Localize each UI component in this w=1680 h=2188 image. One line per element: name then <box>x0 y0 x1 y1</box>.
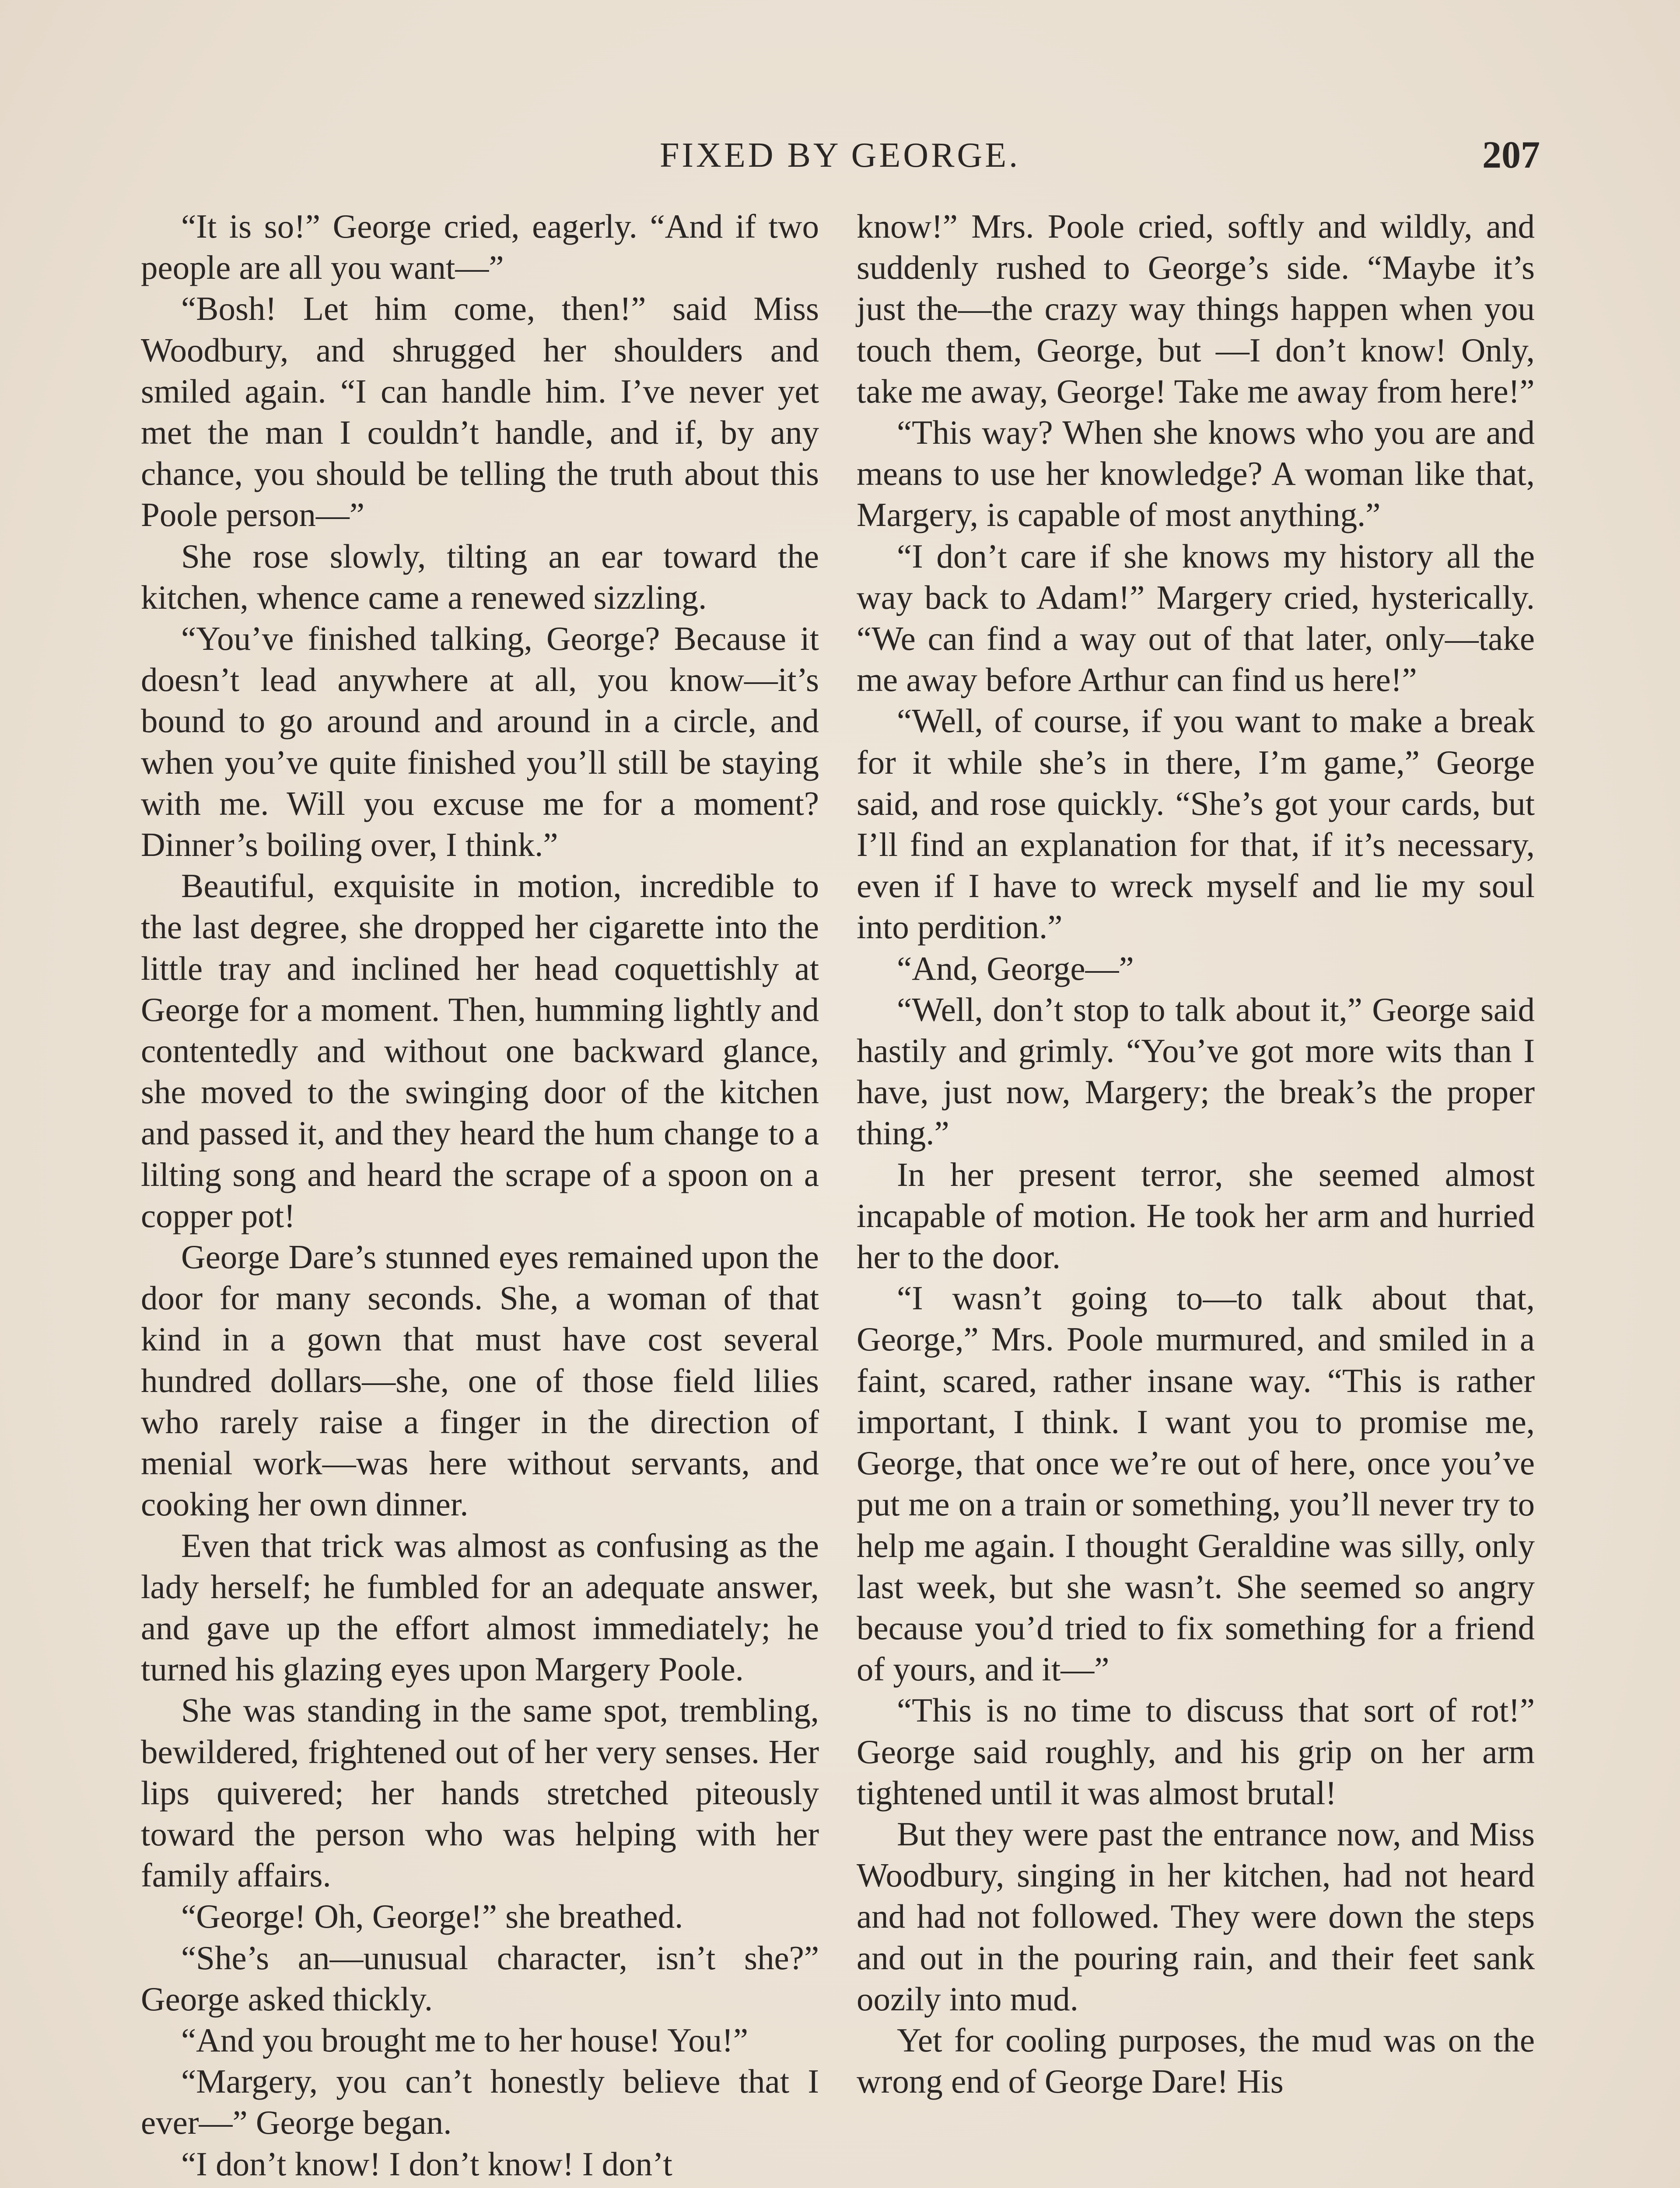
paragraph: “And, George—” <box>897 949 1134 987</box>
paragraph: “This way? When she knows who you are and means to use her knowledge? A woman like that, Margery, is capable of most anything.” <box>857 414 1535 534</box>
running-title: FIXED BY GEORGE. <box>659 136 1021 175</box>
paragraph: Yet for cooling purposes, the mud was on the wrong end of George Dare! His <box>857 2021 1535 2100</box>
paragraph: “Well, don’t stop to talk about it,” George said hastily and grimly. “You’ve got more wits than I have, just now, Margery; the break’s the proper thing.” <box>857 990 1535 1152</box>
paragraph: But they were past the entrance now, and Miss Woodbury, singing in her kitchen, had not heard and had not followed. They were down the steps and out in the pouring rain, and their feet sank oozily into mud. <box>857 1815 1535 2018</box>
paragraph: In her present terror, she seemed almost incapable of motion. He took her arm and hurried her to the door. <box>857 1155 1535 1276</box>
text-column-right <box>857 206 1535 2102</box>
paragraph: “I don’t care if she knows my history all the way back to Adam!” Margery cried, hysterically. “We can find a way out of that later, only—take me away before Arthur can find us here!” <box>857 537 1535 699</box>
paragraph: Even that trick was almost as confusing as the lady herself; he fumbled for an adequate answer, and gave up the effort almost immediately; he turned his glazing eyes upon Margery Poole. <box>141 1526 819 1688</box>
paragraph: Beautiful, exquisite in motion, incredible to the last degree, she dropped her cigarette into the little tray and inclined her head coquettishly at George for a moment. Then, humming lightly and contentedly and without one backward glance, she moved to the swinging door of the kitchen and passed it, and they heard the hum change to a lilting song and heard the scrape of a spoon on a copper pot! <box>141 867 819 1234</box>
paragraph: “This is no time to discuss that sort of rot!” George said roughly, and his grip on her arm tightened until it was almost brutal! <box>857 1691 1535 1812</box>
page-header <box>140 131 1540 179</box>
paragraph: She was standing in the same spot, trembling, bewildered, frightened out of her very senses. Her lips quivered; her hands stretched piteously toward the person who was helping with her family affairs. <box>141 1691 819 1894</box>
paragraph: “Margery, you can’t honestly believe that I ever—” George began. <box>141 2062 819 2142</box>
paragraph: “Well, of course, if you want to make a break for it while she’s in there, I’m game,” George said, and rose quickly. “She’s got your cards, but I’ll find an explanation for that, if it’s necessary, even if I have to wreck myself and lie my soul into perdition.” <box>857 702 1535 946</box>
paragraph: “I don’t know! I don’t know! I don’t <box>181 2145 672 2183</box>
paragraph: “It is so!” George cried, eagerly. “And if two people are all you want—” <box>141 207 819 287</box>
text-column-left <box>141 206 819 2184</box>
paragraph: “Bosh! Let him come, then!” said Miss Woodbury, and shrugged her shoulders and smiled again. “I can handle him. I’ve never yet met the man I couldn’t handle, and if, by any chance, you should be telling the truth about this Poole person—” <box>141 290 819 534</box>
paragraph: “George! Oh, George!” she breathed. <box>181 1897 683 1936</box>
paragraph: George Dare’s stunned eyes remained upon the door for many seconds. She, a woman of that kind in a gown that must have cost several hundred dollars—she, one of those field lilies who rarely raise a finger in the direction of menial work—was here without servants, and cooking her own dinner. <box>141 1238 819 1523</box>
paragraph: “You’ve finished talking, George? Because it doesn’t lead anywhere at all, you know—it’s bound to go around and around in a circle, and when you’ve quite finished you’ll still be staying with me. Will you excuse me for a moment? Dinner’s boiling over, I think.” <box>141 620 819 864</box>
paragraph: “She’s an—unusual character, isn’t she?” George asked thickly. <box>141 1939 819 2018</box>
page-number: 207 <box>1482 134 1540 176</box>
paragraph: know!” Mrs. Poole cried, softly and wildly, and suddenly rushed to George’s side. “Maybe it’s just the—the crazy way things happen when you touch them, George, but —I don’t know! Only, take me away, George! Take me away from here!” <box>857 207 1535 410</box>
paragraph: She rose slowly, tilting an ear toward the kitchen, whence came a renewed sizzling. <box>141 537 819 616</box>
paragraph: “And you brought me to her house! You!” <box>181 2021 748 2059</box>
paragraph: “I wasn’t going to—to talk about that, George,” Mrs. Poole murmured, and smiled in a faint, scared, rather insane way. “This is rather important, I think. I want you to promise me, George, that once we’re out of here, once you’ve put me on a train or something, you’ll never try to help me again. I thought Geraldine was silly, only last week, but she wasn’t. She seemed so angry because you’d tried to fix something for a friend of yours, and it—” <box>857 1279 1535 1688</box>
